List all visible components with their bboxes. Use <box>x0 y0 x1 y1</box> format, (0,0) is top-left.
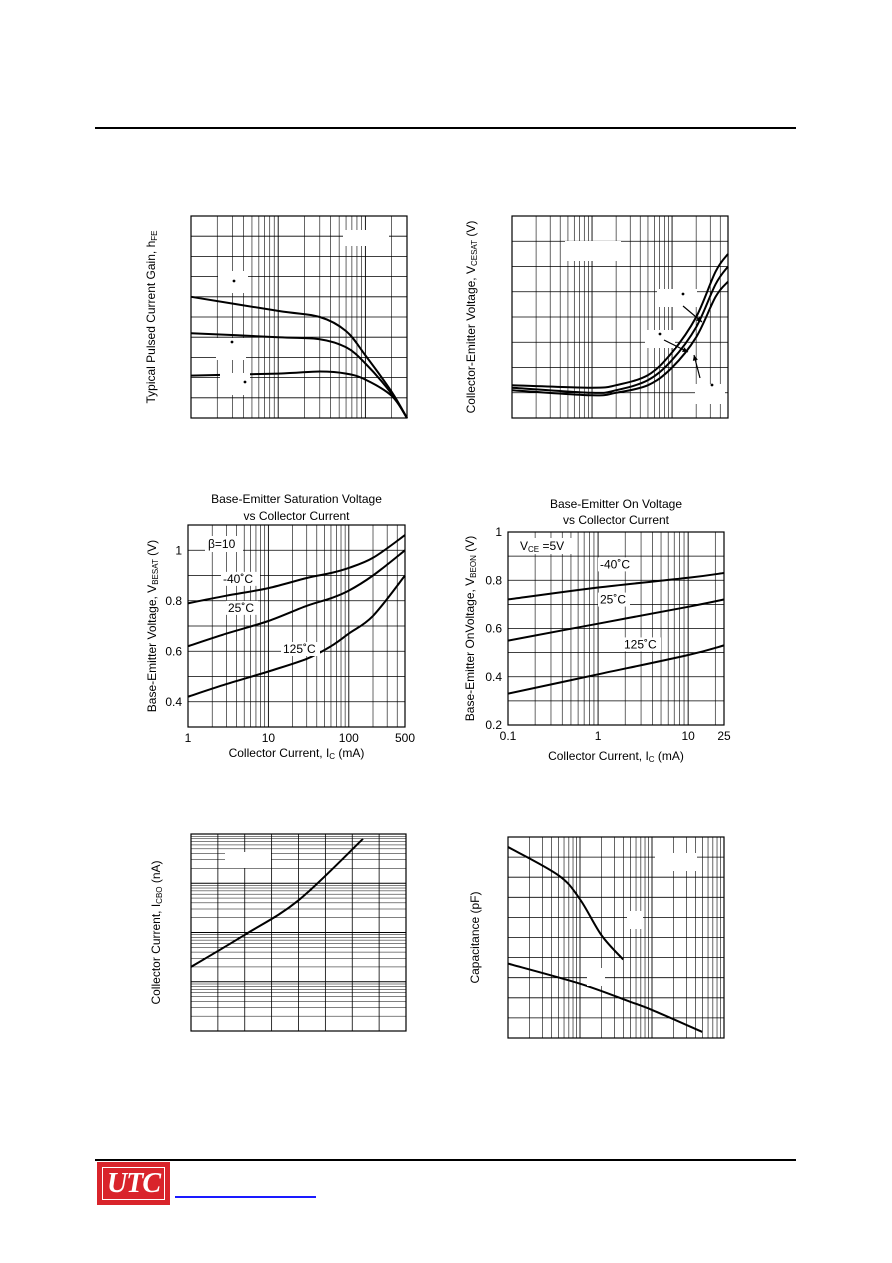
x-tick-label: 500 <box>394 731 416 745</box>
series-label-1: -40˚C <box>223 571 254 586</box>
y-axis-label: Collector Current, ICBO (nA) <box>149 860 164 1005</box>
y-tick-label: 0.8 <box>165 593 182 608</box>
y-tick-label: 0.4 <box>485 669 502 684</box>
y-axis-label: Base-Emitter OnVoltage, VBEON (V) <box>463 535 478 722</box>
chart-annotation: β=10 <box>208 537 236 551</box>
chart-title: Base-Emitter Saturation Voltage <box>211 492 382 506</box>
x-tick-label: 1 <box>594 729 602 743</box>
x-tick-label: 25 <box>717 729 731 743</box>
x-tick-label: 100 <box>338 731 359 745</box>
label-patch <box>655 853 697 871</box>
chart-annotation: VCE =5V <box>520 539 565 554</box>
series-label-2: 25˚C <box>228 600 255 615</box>
x-tick-label: 10 <box>681 729 695 743</box>
website-link-underline[interactable] <box>175 1196 316 1198</box>
utc-logo-text: UTC <box>102 1167 165 1200</box>
chart-subtitle: vs Collector Current <box>562 513 670 527</box>
x-tick-label: 10 <box>261 731 276 745</box>
label-patch <box>627 911 643 929</box>
y-axis-label: Typical Pulsed Current Gain, hFE <box>144 230 159 404</box>
chart-title: Base-Emitter On Voltage <box>549 497 683 511</box>
y-tick-label: 0.2 <box>485 718 502 732</box>
y-tick-label: 1 <box>175 543 182 558</box>
x-tick-label: 0.1 <box>499 729 517 743</box>
x-tick-label: 1 <box>184 731 192 745</box>
y-tick-label: 0.6 <box>165 644 182 659</box>
y-axis-label: Base-Emitter Voltage, VBESAT (V) <box>145 539 160 713</box>
series-line-1 <box>508 847 623 960</box>
y-tick-label: 0.4 <box>165 694 182 709</box>
label-patch <box>587 968 605 986</box>
y-axis-label: Capacitance (pF) <box>468 891 482 984</box>
y-axis-label: Collector-Emitter Voltage, VCESAT (V) <box>464 220 479 414</box>
chart-subtitle: vs Collector Current <box>243 509 350 523</box>
x-axis-label: Collector Current, IC (mA) <box>228 746 365 761</box>
y-tick-label: 1 <box>495 525 502 539</box>
x-axis-label: Collector Current, IC (mA) <box>548 749 684 764</box>
series-label-2: 25˚C <box>600 592 627 607</box>
utc-logo <box>97 1162 170 1205</box>
series-label-1: -40˚C <box>600 557 631 572</box>
series-label-3: 125˚C <box>624 637 657 652</box>
series-group <box>508 847 702 1032</box>
y-tick-label: 0.8 <box>485 573 502 588</box>
series-label-3: 125˚C <box>283 642 316 657</box>
y-tick-label: 0.6 <box>485 621 502 636</box>
